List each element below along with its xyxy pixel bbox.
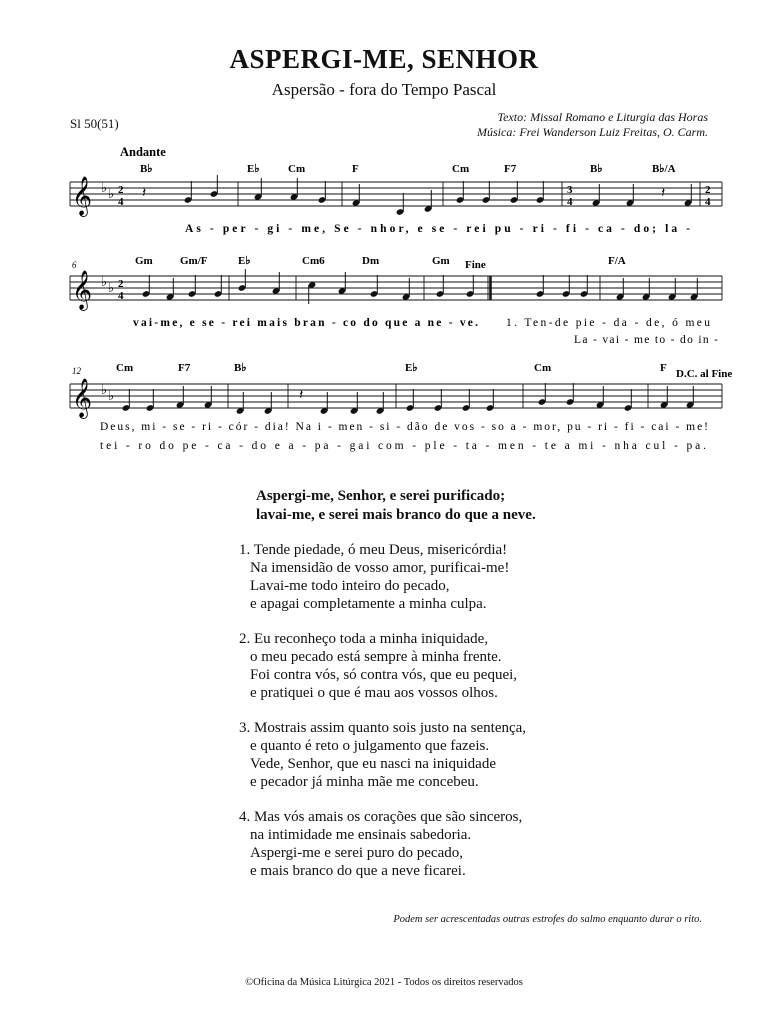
chord: B♭ bbox=[234, 362, 247, 374]
verses bbox=[239, 541, 526, 897]
chord: Gm bbox=[135, 255, 153, 267]
chord: Cm bbox=[288, 163, 306, 175]
time-signature-top: 3 bbox=[567, 184, 573, 196]
chords-line-1 bbox=[140, 163, 676, 175]
text-credit: Texto: Missal Romano e Liturgia das Horas bbox=[497, 110, 708, 124]
chord: Gm bbox=[432, 255, 450, 267]
flat-sign-icon: ♭ bbox=[108, 186, 115, 201]
chord: E♭ bbox=[238, 255, 251, 267]
refrain bbox=[256, 487, 536, 525]
verse-line: na intimidade me ensinais sabedoria. bbox=[250, 827, 472, 843]
lyrics-line-1: As - per - gi - me, Se - nhor, e se - rei pu - ri - fi - ca - do; la - bbox=[185, 223, 691, 235]
page-subtitle: Aspersão - fora do Tempo Pascal bbox=[271, 80, 497, 99]
time-signature-top: 2 bbox=[118, 278, 124, 290]
time-signature-bottom: 4 bbox=[705, 196, 711, 208]
tempo-marking: Andante bbox=[120, 145, 166, 159]
chord: Cm bbox=[452, 163, 470, 175]
chord: E♭ bbox=[247, 163, 260, 175]
music-score bbox=[0, 0, 768, 470]
chord: Dm bbox=[362, 255, 380, 267]
staff-3 bbox=[70, 384, 722, 408]
verse-line: Eu reconheço toda a minha iniquidade, bbox=[254, 631, 489, 647]
verse-line: e pratiquei o que é mau aos vossos olhos. bbox=[250, 685, 498, 701]
time-signature-bottom: 4 bbox=[567, 196, 573, 208]
verse-3 bbox=[239, 719, 526, 791]
chord: Cm6 bbox=[302, 255, 325, 267]
chord: Gm/F bbox=[180, 255, 208, 267]
lyrics-line-2-verse-b: La - vai - me to - do in - bbox=[574, 334, 718, 346]
verse-line: Vede, Senhor, que eu nasci na iniquidade bbox=[250, 756, 496, 772]
verse-line: Mas vós amais os corações que são sinceros, bbox=[254, 809, 523, 825]
page-title: ASPERGI-ME, SENHOR bbox=[229, 44, 539, 74]
verse-line: Aspergi-me e serei puro do pecado, bbox=[250, 845, 463, 861]
verse-number: 2. bbox=[239, 631, 251, 647]
flat-sign-icon: ♭ bbox=[101, 180, 108, 195]
lyrics-line-3b: tei - ro do pe - ca - do e a - pa - gai com - ple - ta - men - te a mi - nha cul - pa. bbox=[100, 440, 706, 452]
chord: F7 bbox=[504, 163, 517, 175]
measure-number-6: 6 bbox=[72, 260, 77, 270]
chord: F bbox=[352, 163, 359, 175]
verse-line: Tende piedade, ó meu Deus, misericórdia! bbox=[253, 542, 508, 558]
rubric-note: Podem ser acrescentadas outras estrofes do salmo enquanto durar o rito. bbox=[393, 914, 702, 925]
treble-clef-icon: 𝄞 bbox=[72, 272, 93, 309]
refrain-line: Aspergi-me, Senhor, e serei purificado; bbox=[256, 488, 506, 504]
music-credit: Música: Frei Wanderson Luiz Freitas, O. Carm. bbox=[477, 125, 708, 139]
chords-line-2 bbox=[135, 255, 626, 267]
verse-4 bbox=[239, 808, 526, 880]
verse-number: 4. bbox=[239, 809, 251, 825]
treble-clef-icon: 𝄞 bbox=[72, 380, 93, 417]
verse-line: e apagai completamente a minha culpa. bbox=[250, 596, 487, 612]
verse-1 bbox=[239, 541, 526, 613]
chord: F bbox=[660, 362, 667, 374]
verse-number: 3. bbox=[239, 720, 251, 736]
treble-clef-icon: 𝄞 bbox=[72, 178, 93, 215]
flat-sign-icon: ♭ bbox=[108, 388, 115, 403]
chord: Cm bbox=[534, 362, 552, 374]
psalm-reference: Sl 50(51) bbox=[70, 116, 119, 131]
fine-marking: Fine bbox=[465, 259, 486, 271]
chord: B♭/A bbox=[652, 163, 676, 175]
dc-al-fine-marking: D.C. al Fine bbox=[676, 368, 733, 380]
measure-number-12: 12 bbox=[72, 366, 81, 376]
flat-sign-icon: ♭ bbox=[108, 280, 115, 295]
verse-2 bbox=[239, 630, 526, 702]
verse-line: Lavai-me todo inteiro do pecado, bbox=[250, 578, 450, 594]
time-signature-top: 2 bbox=[118, 184, 124, 196]
chords-line-3 bbox=[116, 362, 667, 374]
lyrics-line-2-refrain: vai-me, e se - rei mais bran - co do que a ne - ve. bbox=[133, 317, 478, 329]
verse-line: o meu pecado está sempre à minha frente. bbox=[250, 649, 502, 665]
verse-line: e quanto é reto o julgamento que fazeis. bbox=[250, 738, 490, 754]
verse-line: e mais branco do que a neve ficarei. bbox=[250, 863, 466, 879]
chord: F/A bbox=[608, 255, 626, 267]
verse-line: Mostrais assim quanto sois justo na sentença, bbox=[254, 720, 527, 736]
lyrics-line-3a: Deus, mi - se - ri - cór - dia! Na i - men - si - dão de vos - so a - mor, pu - ri - fi - cai - me! bbox=[100, 421, 709, 433]
chord: F7 bbox=[178, 362, 191, 374]
rest-icon: 𝄽 bbox=[661, 186, 666, 201]
notes-line-1 bbox=[142, 175, 692, 216]
verse-line: Foi contra vós, só contra vós, que eu pequei, bbox=[250, 667, 518, 683]
chord: B♭ bbox=[590, 163, 603, 175]
time-signature-top: 2 bbox=[705, 184, 711, 196]
verse-line: Na imensidão de vosso amor, purificai-me! bbox=[250, 560, 510, 576]
chord: Cm bbox=[116, 362, 134, 374]
time-signature-bottom: 4 bbox=[118, 290, 124, 302]
rest-icon: 𝄽 bbox=[142, 186, 147, 201]
flat-sign-icon: ♭ bbox=[101, 382, 108, 397]
notes-line-3 bbox=[122, 383, 695, 415]
flat-sign-icon: ♭ bbox=[101, 274, 108, 289]
refrain-line: lavai-me, e serei mais branco do que a neve. bbox=[256, 507, 536, 523]
chord: B♭ bbox=[140, 163, 153, 175]
verse-line: e pecador já minha mãe me concebeu. bbox=[250, 774, 479, 790]
verse-number: 1. bbox=[239, 542, 251, 558]
rest-icon: 𝄽 bbox=[299, 388, 304, 403]
chord: E♭ bbox=[405, 362, 418, 374]
notes-line-2 bbox=[142, 269, 699, 304]
staff-1 bbox=[70, 182, 722, 206]
lyrics-line-2-verse: 1. Ten-de pie - da - de, ó meu bbox=[506, 317, 710, 329]
copyright-footer: ©Oficina da Música Litúrgica 2021 - Todos os direitos reservados bbox=[245, 977, 523, 988]
time-signature-bottom: 4 bbox=[118, 196, 124, 208]
